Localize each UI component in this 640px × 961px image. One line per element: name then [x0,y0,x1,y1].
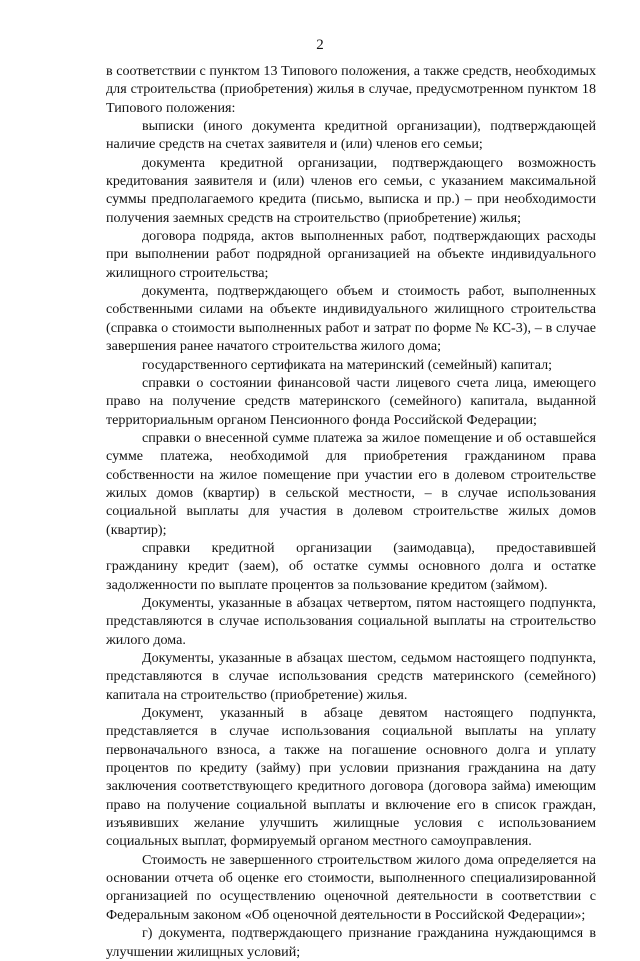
paragraph-contract: договора подряда, актов выполненных работ, подтверждающих расходы при выполнении работ подрядной организацией на объекте индивидуального жилищного строительства; [106,228,596,281]
paragraph-bank-statement: выписки (иного документа кредитной организации), подтверждающей наличие средств на счетах заявителя и (или) членов его семьи; [106,118,596,153]
paragraph-pension-fund-statement: справки о состоянии финансовой части лицевого счета лица, имеющего право на получение средств материнского (семейного) капитала, выданной территориальным органом Пенсионного фонда Российской Федерации; [106,374,596,428]
paragraph-construction-docs: Документы, указанные в абзацах четвертом, пятом настоящего подпункта, представляются в случае использования социальной выплаты на строительство жилого дома. [106,594,596,648]
paragraph-maternity-certificate: государственного сертификата на материнский (семейный) капитал; [142,356,553,373]
paragraph-credit-document: документа кредитной организации, подтверждающего возможность кредитования заявителя и (или) членов его семьи, с указанием максимальной суммы предполагаемого кредита (письмо, выписка и пр.) – при необходимости получения заемных средств на строительство (приобретение) жилья; [106,154,596,226]
paragraph-continuation: в соответствии с пунктом 13 Типового положения, а также средств, необходимых для строительства (приобретения) жилья в случае, предусмотренном пунктом 18 Типового положения: [106,63,596,116]
paragraph-loan-doc-usage: Документ, указанный в абзаце девятом настоящего подпункта, представляется в случае использования социальной выплаты на уплату первоначального взноса, а также на погашение основного долга и уплату процентов по кредиту (займу) при условии признания гражданина на дату заключения соответствующего кредитного договора (договора займа) имеющим право на получение социальной выплаты и включение его в список граждан, изъявивших желание улучшить жилищные условия с использованием социальных выплат, формируемый органом местного самоуправления. [106,705,596,850]
paragraph-valuation: Стоимость не завершенного строительством жилого дома определяется на основании отчета об оценке его стоимости, выполненного специализированной организацией по осуществлению оценочной деятельности в соответствии с Федеральным законом «Об оценочной деятельности в Российской Федерации»; [106,851,596,923]
page-number: 2 [316,37,324,53]
paragraph-loan-certificate: справки кредитной организации (заимодавца), предоставившей гражданину кредит (заем), об остатке суммы основного долга и остатке задолженности по выплате процентов за пользование кредитом (займом). [106,539,596,593]
paragraph-item-g: г) документа, подтверждающего признание гражданина нуждающимся в улучшении жилищных условий; [106,925,596,960]
paragraph-maternity-docs: Документы, указанные в абзацах шестом, седьмом настоящего подпункта, представляются в случае использования средств материнского (семейного) капитала на строительство (приобретение) жилья. [106,650,596,703]
paragraph-works-cost: документа, подтверждающего объем и стоимость работ, выполненных собственными силами на объекте индивидуального жилищного строительства (справка о стоимости выполненных работ и затрат по форме № КС-3), – в случае завершения ранее начатого строительства жилого дома; [106,283,596,355]
document-body [106,62,596,961]
paragraph-payment-certificate: справки о внесенной сумме платежа за жилое помещение и об оставшейся сумме платежа, необходимой для приобретения гражданином права собственности на жилое помещение при участии его в долевом строительстве жилых домов (квартир) в сельской местности, – в случае использования социальной выплаты для участия в долевом строительстве жилых домов (квартир); [106,429,596,538]
